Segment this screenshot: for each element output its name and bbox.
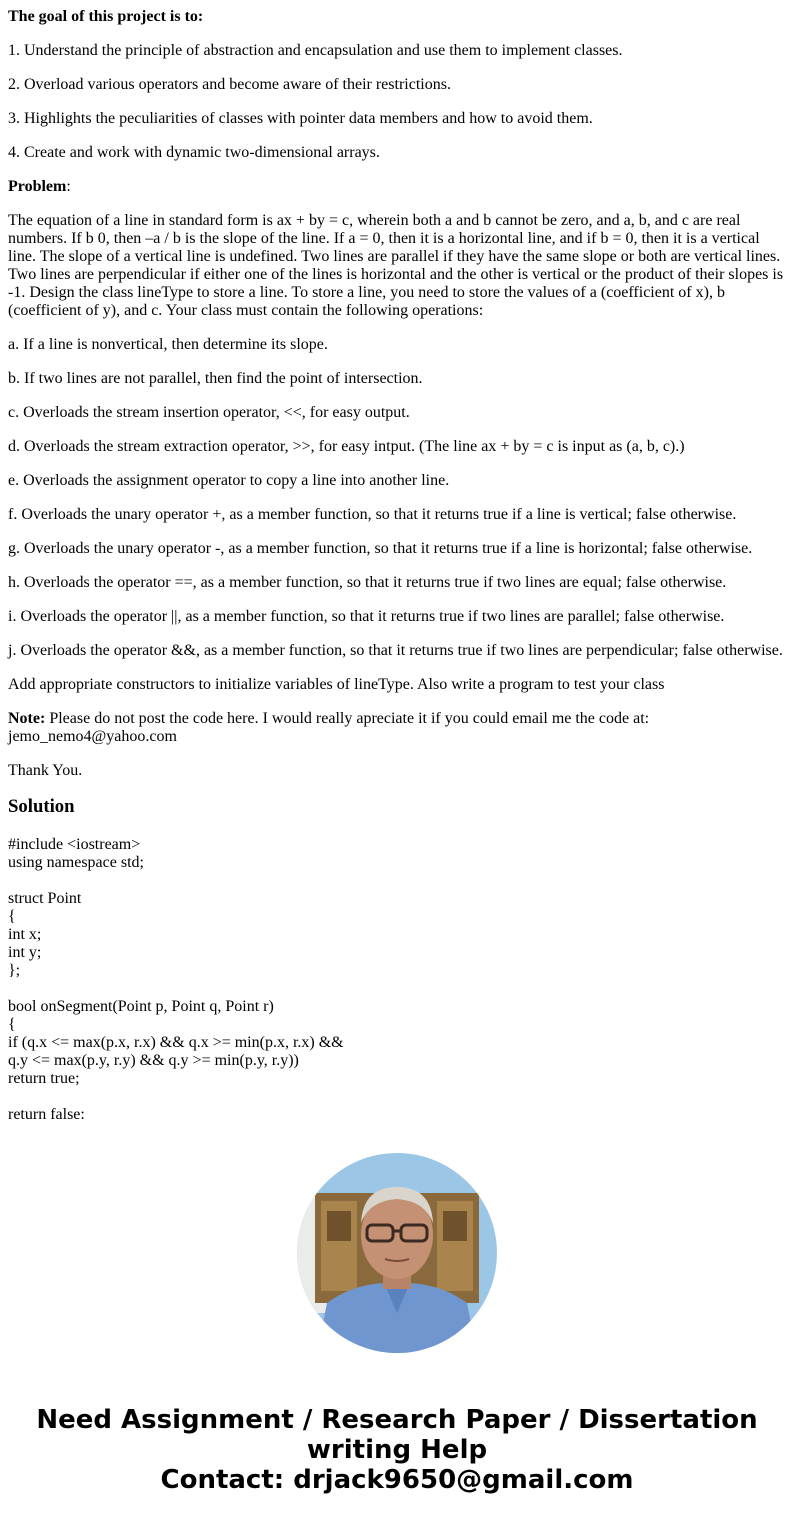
operation-item: e. Overloads the assignment operator to copy a line into another line. [8, 472, 450, 489]
promo-line: Need Assignment / Research Paper / Dissertation [36, 1405, 758, 1435]
goal-item: 3. Highlights the peculiarities of classes with pointer data members and how to avoid them. [8, 110, 593, 127]
operation-item: h. Overloads the operator ==, as a member function, so that it returns true if two lines are equal; false otherwise. [8, 574, 727, 591]
code-block: #include <iostream> using namespace std; [8, 836, 144, 871]
promo-contact: Contact: drjack9650@gmail.com [160, 1465, 634, 1495]
operation-item: a. If a line is nonvertical, then determine its slope. [8, 336, 328, 353]
operation-item: d. Overloads the stream extraction operator, >>, for easy intput. (The line ax + by = c is input as (a, b, c).) [8, 438, 685, 455]
problem-colon: : [66, 178, 71, 195]
goal-item: 4. Create and work with dynamic two-dimensional arrays. [8, 144, 380, 161]
note-paragraph [8, 710, 786, 746]
operation-item: c. Overloads the stream insertion operator, <<, for easy output. [8, 404, 410, 421]
note-label: Note: [8, 710, 46, 727]
constructors-paragraph: Add appropriate constructors to initialize variables of lineType. Also write a program to test your class [8, 676, 665, 693]
note-text: Please do not post the code here. I would really apreciate it if you could email me the code at: jemo_nemo4@yahoo.com [8, 710, 650, 745]
problem-description: The equation of a line in standard form is ax + by = c, wherein both a and b cannot be zero, and a, b, and c are real numbers. If b 0, then –a / b is the slope of the line. If a = 0, then it is a horizontal line, and if b = 0, then it is a vertical line. The slope of a vertical line is undefined. Two lines are parallel if they have the same slope or both are vertical lines. Two lines are perpendicular if either one of the lines is horizontal and the other is vertical or the product of their slopes is -1. Design the class lineType to store a line. To store a line, you need to store the values of a (coefficient of x), b (coefficient of y), and c. Your class must contain the following operations: [8, 212, 784, 319]
goal-item: 2. Overload various operators and become aware of their restrictions. [8, 76, 451, 93]
operation-item: f. Overloads the unary operator +, as a member function, so that it returns true if a line is vertical; false otherwise. [8, 506, 737, 523]
goal-heading: The goal of this project is to: [8, 8, 204, 25]
operation-item: g. Overloads the unary operator -, as a member function, so that it returns true if a line is horizontal; false otherwise. [8, 540, 753, 557]
operation-item: i. Overloads the operator ||, as a member function, so that it returns true if two lines are parallel; false otherwise. [8, 608, 725, 625]
goal-item: 1. Understand the principle of abstraction and encapsulation and use them to implement classes. [8, 42, 623, 59]
operation-item: j. Overloads the operator &&, as a member function, so that it returns true if two lines are perpendicular; false otherwise. [8, 642, 783, 659]
promo-line: writing Help [306, 1435, 488, 1465]
author-photo [297, 1153, 497, 1353]
problem-heading [8, 178, 786, 196]
problem-label: Problem [8, 178, 67, 195]
code-block: struct Point { int x; int y; }; [8, 890, 82, 979]
solution-heading: Solution [8, 796, 75, 817]
code-block: bool onSegment(Point p, Point q, Point r) { if (q.x <= max(p.x, r.x) && q.x >= min(p.x, r.x) && q.y <= max(p.y, r.y) && q.y >= min(p.y, r.y)) return true; [8, 998, 344, 1087]
code-block: return false: [8, 1106, 85, 1123]
thanks-paragraph: Thank You. [8, 762, 83, 779]
promo-banner [0, 1405, 794, 1495]
operation-item: b. If two lines are not parallel, then find the point of intersection. [8, 370, 423, 387]
author-portrait-image [297, 1153, 497, 1353]
document-body [8, 8, 786, 1124]
